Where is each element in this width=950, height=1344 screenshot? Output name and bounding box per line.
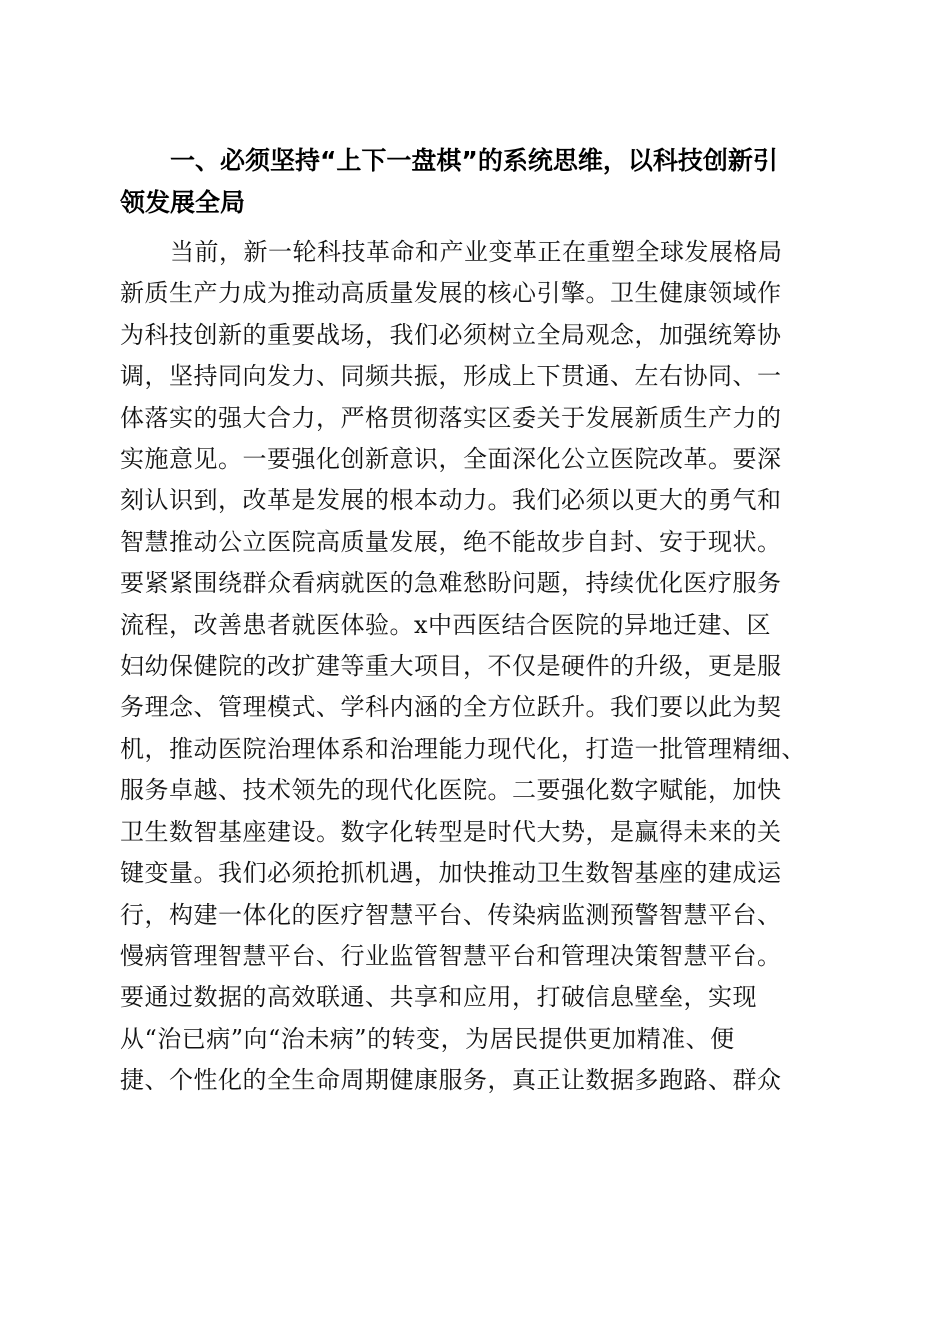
- paragraph-line: 慢病管理智慧平台、行业监管智慧平台和管理决策智慧平台。: [120, 941, 782, 970]
- heading-line-1: 一、必须坚持“上下一盘棋”的系统思维，以科技创新引: [170, 146, 778, 175]
- paragraph-line: 键变量。我们必须抢抓机遇，加快推动卫生数智基座的建成运: [120, 859, 782, 888]
- paragraph-line: 要紧紧围绕群众看病就医的急难愁盼问题，持续优化医疗服务: [120, 569, 782, 598]
- paragraph-line: 智慧推动公立医院高质量发展，绝不能故步自封、安于现状。: [120, 527, 782, 556]
- paragraph-line: 妇幼保健院的改扩建等重大项目，不仅是硬件的升级，更是服: [120, 652, 782, 681]
- paragraph-line: 捷、个性化的全生命周期健康服务，真正让数据多跑路、群众: [120, 1066, 782, 1095]
- section-heading: [120, 140, 840, 224]
- paragraph-line: 当前，新一轮科技革命和产业变革正在重塑全球发展格局: [170, 238, 783, 266]
- paragraph-line: 要通过数据的高效联通、共享和应用，打破信息壁垒，实现: [120, 983, 757, 1012]
- paragraph-line: 服务卓越、技术领先的现代化医院。二要强化数字赋能，加快: [120, 776, 782, 805]
- paragraph-line: 实施意见。一要强化创新意识，全面深化公立医院改革。要深: [120, 445, 782, 474]
- body-paragraph: [120, 232, 850, 1102]
- paragraph-line: 新质生产力成为推动高质量发展的核心引擎。卫生健康领域作: [120, 279, 782, 308]
- paragraph-line: 体落实的强大合力，严格贯彻落实区委关于发展新质生产力的: [120, 403, 782, 432]
- heading-line-2: 领发展全局: [120, 188, 246, 217]
- paragraph-line: 机，推动医院治理体系和治理能力现代化，打造一批管理精细、: [120, 734, 806, 763]
- paragraph-line: 从“治已病”向“治未病”的转变，为居民提供更加精准、便: [120, 1024, 735, 1053]
- paragraph-line: 流程，改善患者就医体验。x中西医结合医院的异地迁建、区: [120, 610, 772, 639]
- paragraph-line: 刻认识到，改革是发展的根本动力。我们必须以更大的勇气和: [120, 486, 782, 515]
- paragraph-line: 调，坚持同向发力、同频共振，形成上下贯通、左右协同、一: [120, 362, 782, 391]
- paragraph-line: 为科技创新的重要战场，我们必须树立全局观念，加强统筹协: [120, 320, 782, 349]
- paragraph-line: 行，构建一体化的医疗智慧平台、传染病监测预警智慧平台、: [120, 900, 782, 929]
- paragraph-line: 务理念、管理模式、学科内涵的全方位跃升。我们要以此为契: [120, 693, 782, 722]
- paragraph-line: 卫生数智基座建设。数字化转型是时代大势，是赢得未来的关: [120, 817, 782, 846]
